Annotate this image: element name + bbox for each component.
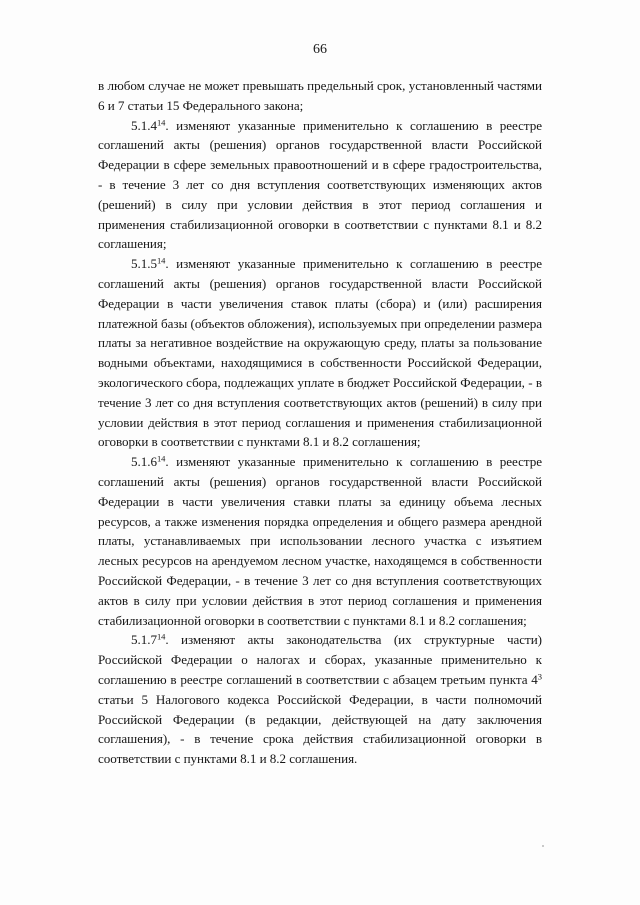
paragraph-text: . изменяют акты законодательства (их структурные части) Российской Федерации о налогах и сборах, указанные применительно к соглашению в реестре соглашений в соответствии с абзацем третьим пункта 4 [98, 632, 542, 687]
paragraph-5-1-5 [98, 254, 542, 452]
article-superscript: 3 [537, 671, 542, 682]
paragraph-5-1-4 [98, 116, 542, 255]
footnote-superscript: 14 [156, 255, 166, 266]
scan-speck [542, 845, 544, 847]
clause-number: 5.1.6 [131, 454, 157, 470]
paragraph-5-1-7 [98, 630, 542, 769]
document-body [98, 76, 542, 769]
paragraph-text: статьи 5 Налогового кодекса Российской Федерации, в части полномочий Российской Федерации (в редакции, действующей на дату заключения соглашения), - в течение срока действия стабилизационной оговорки в соответствии с пунктами 8.1 и 8.2 соглашения. [98, 691, 542, 767]
paragraph-text: . изменяют указанные применительно к соглашению в реестре соглашений акты (решения) органов государственной власти Российской Федерации в сфере земельных правоотношений и в сфере градостроительства, - в течение 3 лет со дня вступления соответствующих изменяющих актов (решений) в силу при условии действия в этот период соглашения и применения стабилизационной оговорки в соответствии с пунктами 8.1 и 8.2 соглашения; [98, 117, 542, 252]
clause-number: 5.1.7 [131, 632, 157, 648]
page-number: 66 [313, 42, 327, 57]
footnote-superscript: 14 [156, 116, 166, 127]
paragraph-text: . изменяют указанные применительно к соглашению в реестре соглашений акты (решения) органов государственной власти Российской Федерации в части увеличения ставки платы за единицу объема лесных ресурсов, а также изменения порядка определения и общего размера арендной платы, устанавливаемых при использовании лесного участка с изъятием лесных ресурсов на арендуемом лесном участке, находящемся в собственности Российской Федерации, - в течение 3 лет со дня вступления соответствующих актов в силу при условии действия в этот период соглашения и применения стабилизационной оговорки в соответствии с пунктами 8.1 и 8.2 соглашения; [98, 454, 542, 628]
paragraph-text: . изменяют указанные применительно к соглашению в реестре соглашений акты (решения) органов государственной власти Российской Федерации в части увеличения ставок платы (сбора) и (или) расширения платежной базы (объектов обложения), используемых при определении размера платы за негативное воздействие на окружающую среду, платы за пользование водными объектами, находящимися в собственности Российской Федерации, экологического сбора, подлежащих уплате в бюджет Российской Федерации, - в течение 3 лет со дня вступления соответствующих актов (решений) в силу при условии действия в этот период соглашения и применения стабилизационной оговорки в соответствии с пунктами 8.1 и 8.2 соглашения; [98, 256, 542, 450]
paragraph-text: в любом случае не может превышать предельный срок, установленный частями 6 и 7 статьи 15 Федерального закона; [98, 78, 542, 113]
paragraph-5-1-6 [98, 452, 542, 630]
paragraph-continuation [98, 76, 542, 116]
footnote-superscript: 14 [156, 453, 166, 464]
clause-number: 5.1.5 [131, 256, 157, 272]
clause-number: 5.1.4 [131, 117, 157, 133]
footnote-superscript: 14 [156, 631, 166, 642]
